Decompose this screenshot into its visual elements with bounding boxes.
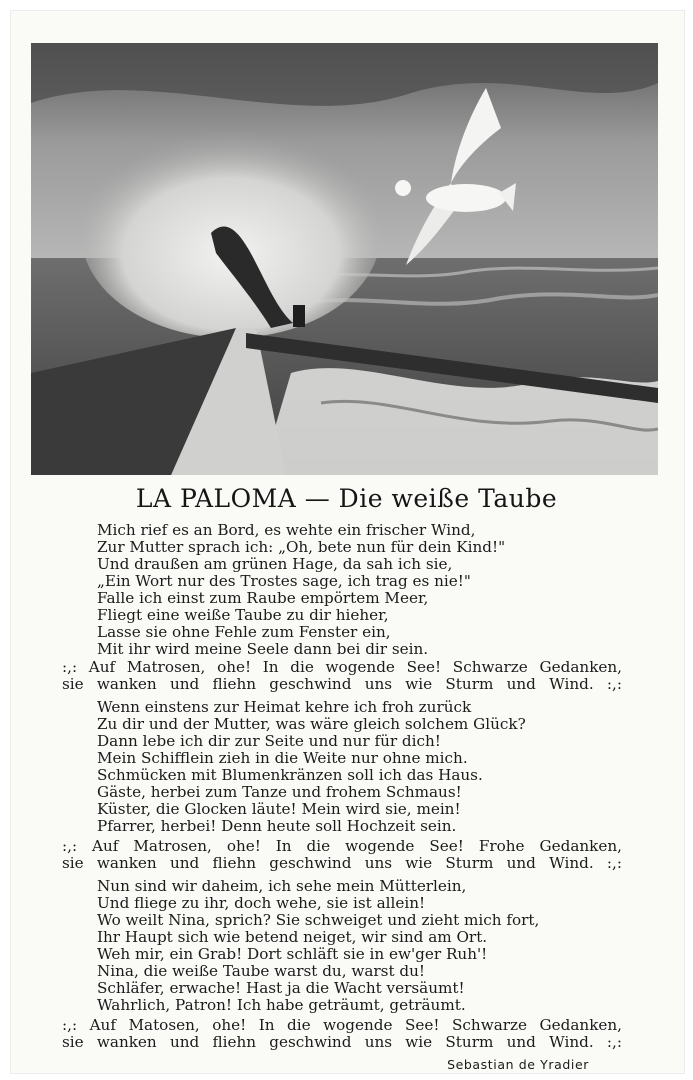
stanza-1 [97, 522, 505, 658]
verse-line: Nina, die weiße Taube warst du, warst du! [97, 962, 426, 980]
verse-line: Wahrlich, Patron! Ich habe geträumt, geträumt. [97, 996, 466, 1014]
verse-line: Mit ihr wird meine Seele dann bei dir sein. [97, 640, 429, 658]
verse-line: Nun sind wir daheim, ich sehe mein Mütterlein, [97, 877, 467, 895]
verse-line: „Ein Wort nur des Trostes sage, ich trag es nie!" [97, 572, 471, 590]
refrain-1 [62, 659, 622, 693]
page-title: LA PALOMA — Die weiße Taube [135, 484, 558, 513]
lighthouse-post [293, 305, 305, 327]
verse-line: Schläfer, erwache! Hast ja die Wacht versäumt! [97, 979, 465, 997]
verse-line: Schmücken mit Blumenkränzen soll ich das Haus. [97, 766, 483, 784]
refrain-3 [62, 1017, 622, 1051]
verse-line: Weh mir, ein Grab! Dort schläft sie in ew'ger Ruh'! [97, 945, 488, 963]
verse-line: Fliegt eine weiße Taube zu dir hieher, [97, 606, 389, 624]
refrain-line: sie wanken und fliehn geschwind uns wie Sturm und Wind. :,: [62, 854, 622, 872]
refrain-2 [62, 838, 622, 872]
verse-line: Pfarrer, herbei! Denn heute soll Hochzeit sein. [97, 817, 457, 835]
stanza-3 [97, 878, 539, 1014]
author-credit: Sebastian de Yradier [447, 1057, 589, 1072]
verse-line: Mein Schifflein zieh in die Weite nur ohne mich. [97, 749, 468, 767]
refrain-line: :,: Auf Matrosen, ohe! In die wogende See! Schwarze Gedanken, [62, 658, 622, 676]
verse-line: Zur Mutter sprach ich: „Oh, bete nun für dein Kind!" [97, 538, 506, 556]
verse-line: Ihr Haupt sich wie betend neiget, wir sind am Ort. [97, 928, 488, 946]
verse-line: Und fliege zu ihr, doch wehe, sie ist allein! [97, 894, 426, 912]
refrain-line: sie wanken und fliehn geschwind uns wie Sturm und Wind. :,: [62, 1033, 622, 1051]
verse-line: Lasse sie ohne Fehle zum Fenster ein, [97, 623, 391, 641]
verse-line: Gäste, herbei zum Tanze und frohem Schmaus! [97, 783, 462, 801]
verse-line: Dann lebe ich dir zur Seite und nur für dich! [97, 732, 441, 750]
refrain-line: :,: Auf Matosen, ohe! In die wogende See! Schwarze Gedanken, [62, 1016, 622, 1034]
photo-illustration [31, 43, 658, 475]
verse-line: Küster, die Glocken läute! Mein wird sie, mein! [97, 800, 461, 818]
refrain-line: :,: Auf Matrosen, ohe! In die wogende See! Frohe Gedanken, [62, 837, 622, 855]
verse-line: Wenn einstens zur Heimat kehre ich froh zurück [97, 698, 472, 716]
verse-line: Wo weilt Nina, sprich? Sie schweiget und zieht mich fort, [97, 911, 540, 929]
refrain-line: sie wanken und fliehn geschwind uns wie Sturm und Wind. :,: [62, 675, 622, 693]
verse-line: Mich rief es an Bord, es wehte ein frischer Wind, [97, 521, 476, 539]
verse-line: Und draußen am grünen Hage, da sah ich sie, [97, 555, 453, 573]
sea-storm-photo [31, 43, 658, 475]
stanza-2 [97, 699, 526, 835]
verse-line: Zu dir und der Mutter, was wäre gleich solchem Glück? [97, 715, 526, 733]
verse-line: Falle ich einst zum Raube empörtem Meer, [97, 589, 429, 607]
